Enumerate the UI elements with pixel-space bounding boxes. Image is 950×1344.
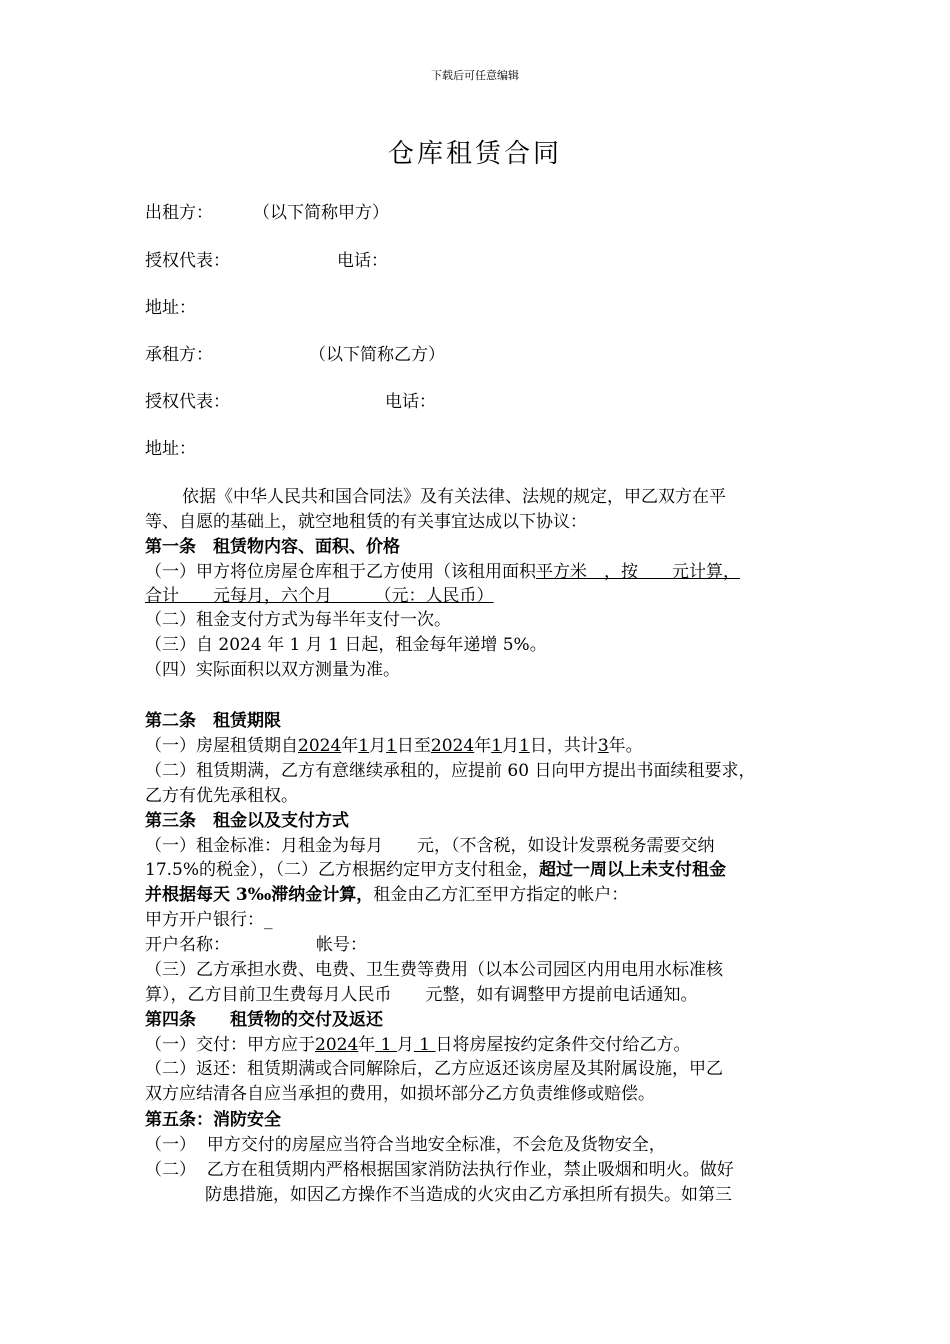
article-3-heading: 第三条 租金以及支付方式: [145, 811, 349, 831]
term-text: 日，共计: [529, 736, 598, 756]
article-3-text: 租金由乙方汇至甲方指定的帐户：: [373, 885, 629, 905]
term-end-year: 2024: [430, 736, 475, 756]
article-4-line-2: （二）返还：租赁期满或合同解除后，乙方应返还该房屋及其附属设施，甲乙: [145, 1059, 723, 1079]
article-4-line-1: [145, 1033, 691, 1057]
article-1-line-3: （二）租金支付方式为每半年支付一次。: [145, 610, 451, 630]
lessee-line: [145, 343, 445, 367]
article-3-line-6: （三）乙方承担水费、电费、卫生费等费用（以本公司园区内用电用水标准核: [145, 960, 723, 980]
term-start-year: 2024: [298, 736, 342, 756]
article-3-line-2: [145, 858, 726, 882]
lessor-label: 出租方：: [145, 203, 213, 223]
lessor-rep-line: [145, 249, 388, 273]
lessor-note: （以下简称甲方）: [253, 203, 389, 223]
term-end-month: 1: [491, 736, 503, 756]
article-3-line-1: （一）租金标准：月租金为每月 元，（不含税，如设计发票税务需要交纳: [145, 836, 715, 856]
article-2-line-3: 乙方有优先承租权。: [145, 786, 298, 806]
lessee-rep-label: 授权代表：: [145, 392, 230, 412]
term-text: （一）房屋租赁期自: [145, 736, 298, 756]
article-1-heading: 第一条 租赁物内容、面积、价格: [145, 537, 400, 557]
delivery-year: 2024: [315, 1035, 359, 1055]
account-line: [145, 933, 367, 957]
document-title: 仓库租赁合同: [387, 139, 562, 169]
bank-line: 甲方开户银行：_: [145, 910, 273, 930]
delivery-text: （一）交付：甲方应于: [145, 1035, 315, 1055]
article-3-line-3: [145, 883, 628, 907]
lessor-line: [145, 201, 389, 225]
article-1-text: （一）甲方将位房屋仓库租于乙方使用（该租用面积: [145, 562, 536, 582]
term-start-month: 1: [358, 736, 370, 756]
article-3-text: 17.5%的税金），（二）乙方根据约定甲方支付租金，: [145, 860, 540, 880]
delivery-text: 日将房屋按约定条件交付给乙方。: [435, 1035, 691, 1055]
article-5-line-2: （二） 乙方在租赁期内严格根据国家消防法执行作业，禁止吸烟和明火。做好: [145, 1160, 734, 1180]
delivery-day: 1: [413, 1035, 436, 1055]
article-4-line-3: 双方应结清各自应当承担的费用，如损坏部分乙方负责维修或赔偿。: [145, 1084, 655, 1104]
lessor-rep-label: 授权代表：: [145, 251, 230, 271]
lessee-address-line: 地址：: [145, 439, 196, 459]
article-4-heading: 第四条 租赁物的交付及返还: [145, 1010, 383, 1030]
lessee-phone-label: 电话：: [385, 392, 436, 412]
term-start-day: 1: [386, 736, 397, 756]
article-1-line-5: （四）实际面积以双方测量为准。: [145, 660, 400, 680]
lessee-note: （以下简称乙方）: [309, 345, 445, 365]
article-3-line-7: 算），乙方目前卫生费每月人民币 元整，如有调整甲方提前电话通知。: [145, 985, 698, 1005]
article-1-underlined-text: 平方米 ，按 元计算，: [536, 562, 740, 582]
term-text: 月: [502, 736, 520, 756]
article-5-line-3: 防患措施，如因乙方操作不当造成的火灾由乙方承担所有损失。如第三: [205, 1185, 732, 1205]
article-5-line-1: （一） 甲方交付的房屋应当符合当地安全标准，不会危及货物安全，: [145, 1135, 666, 1155]
lessee-rep-line: [145, 390, 436, 414]
article-1-line-1: [145, 560, 740, 584]
delivery-text: 年: [358, 1035, 376, 1055]
term-text: 年。: [608, 736, 643, 756]
term-text: 年: [341, 736, 359, 756]
delivery-text: 月: [396, 1035, 414, 1055]
delivery-month: 1: [375, 1035, 397, 1055]
article-2-heading: 第二条 租赁期限: [145, 711, 281, 731]
intro-line-1: 依据《中华人民共和国合同法》及有关法律、法规的规定，甲乙双方在平: [182, 487, 726, 507]
article-5-heading: 第五条：消防安全: [145, 1110, 281, 1130]
term-years: 3: [597, 736, 609, 756]
article-1-line-2: 合计 元每月，六个月 （元：人民币）: [145, 586, 494, 606]
account-name-label: 开户名称：: [145, 935, 230, 955]
lessor-address-line: 地址：: [145, 298, 196, 318]
term-text: 日至: [396, 736, 431, 756]
article-1-line-4: （三）自 2024 年 1 月 1 日起，租金每年递增 5%。: [145, 635, 547, 655]
lessee-label: 承租方：: [145, 345, 213, 365]
page-header: 下载后可任意编辑: [431, 69, 519, 82]
article-2-line-1: [145, 734, 643, 758]
term-text: 月: [369, 736, 387, 756]
article-2-line-2: （二）租赁期满，乙方有意继续承租的，应提前 60 日向甲方提出书面续租要求，: [145, 761, 756, 781]
article-3-bold-text: 超过一周以上未支付租金: [539, 860, 727, 880]
term-text: 年: [474, 736, 492, 756]
lessor-phone-label: 电话：: [337, 251, 388, 271]
term-end-day: 1: [519, 736, 530, 756]
account-number-label: 帐号：: [316, 935, 367, 955]
intro-line-2: 等、自愿的基础上，就空地租赁的有关事宜达成以下协议：: [145, 512, 587, 532]
article-3-bold-text: 并根据每天 3‰滞纳金计算，: [145, 885, 374, 905]
